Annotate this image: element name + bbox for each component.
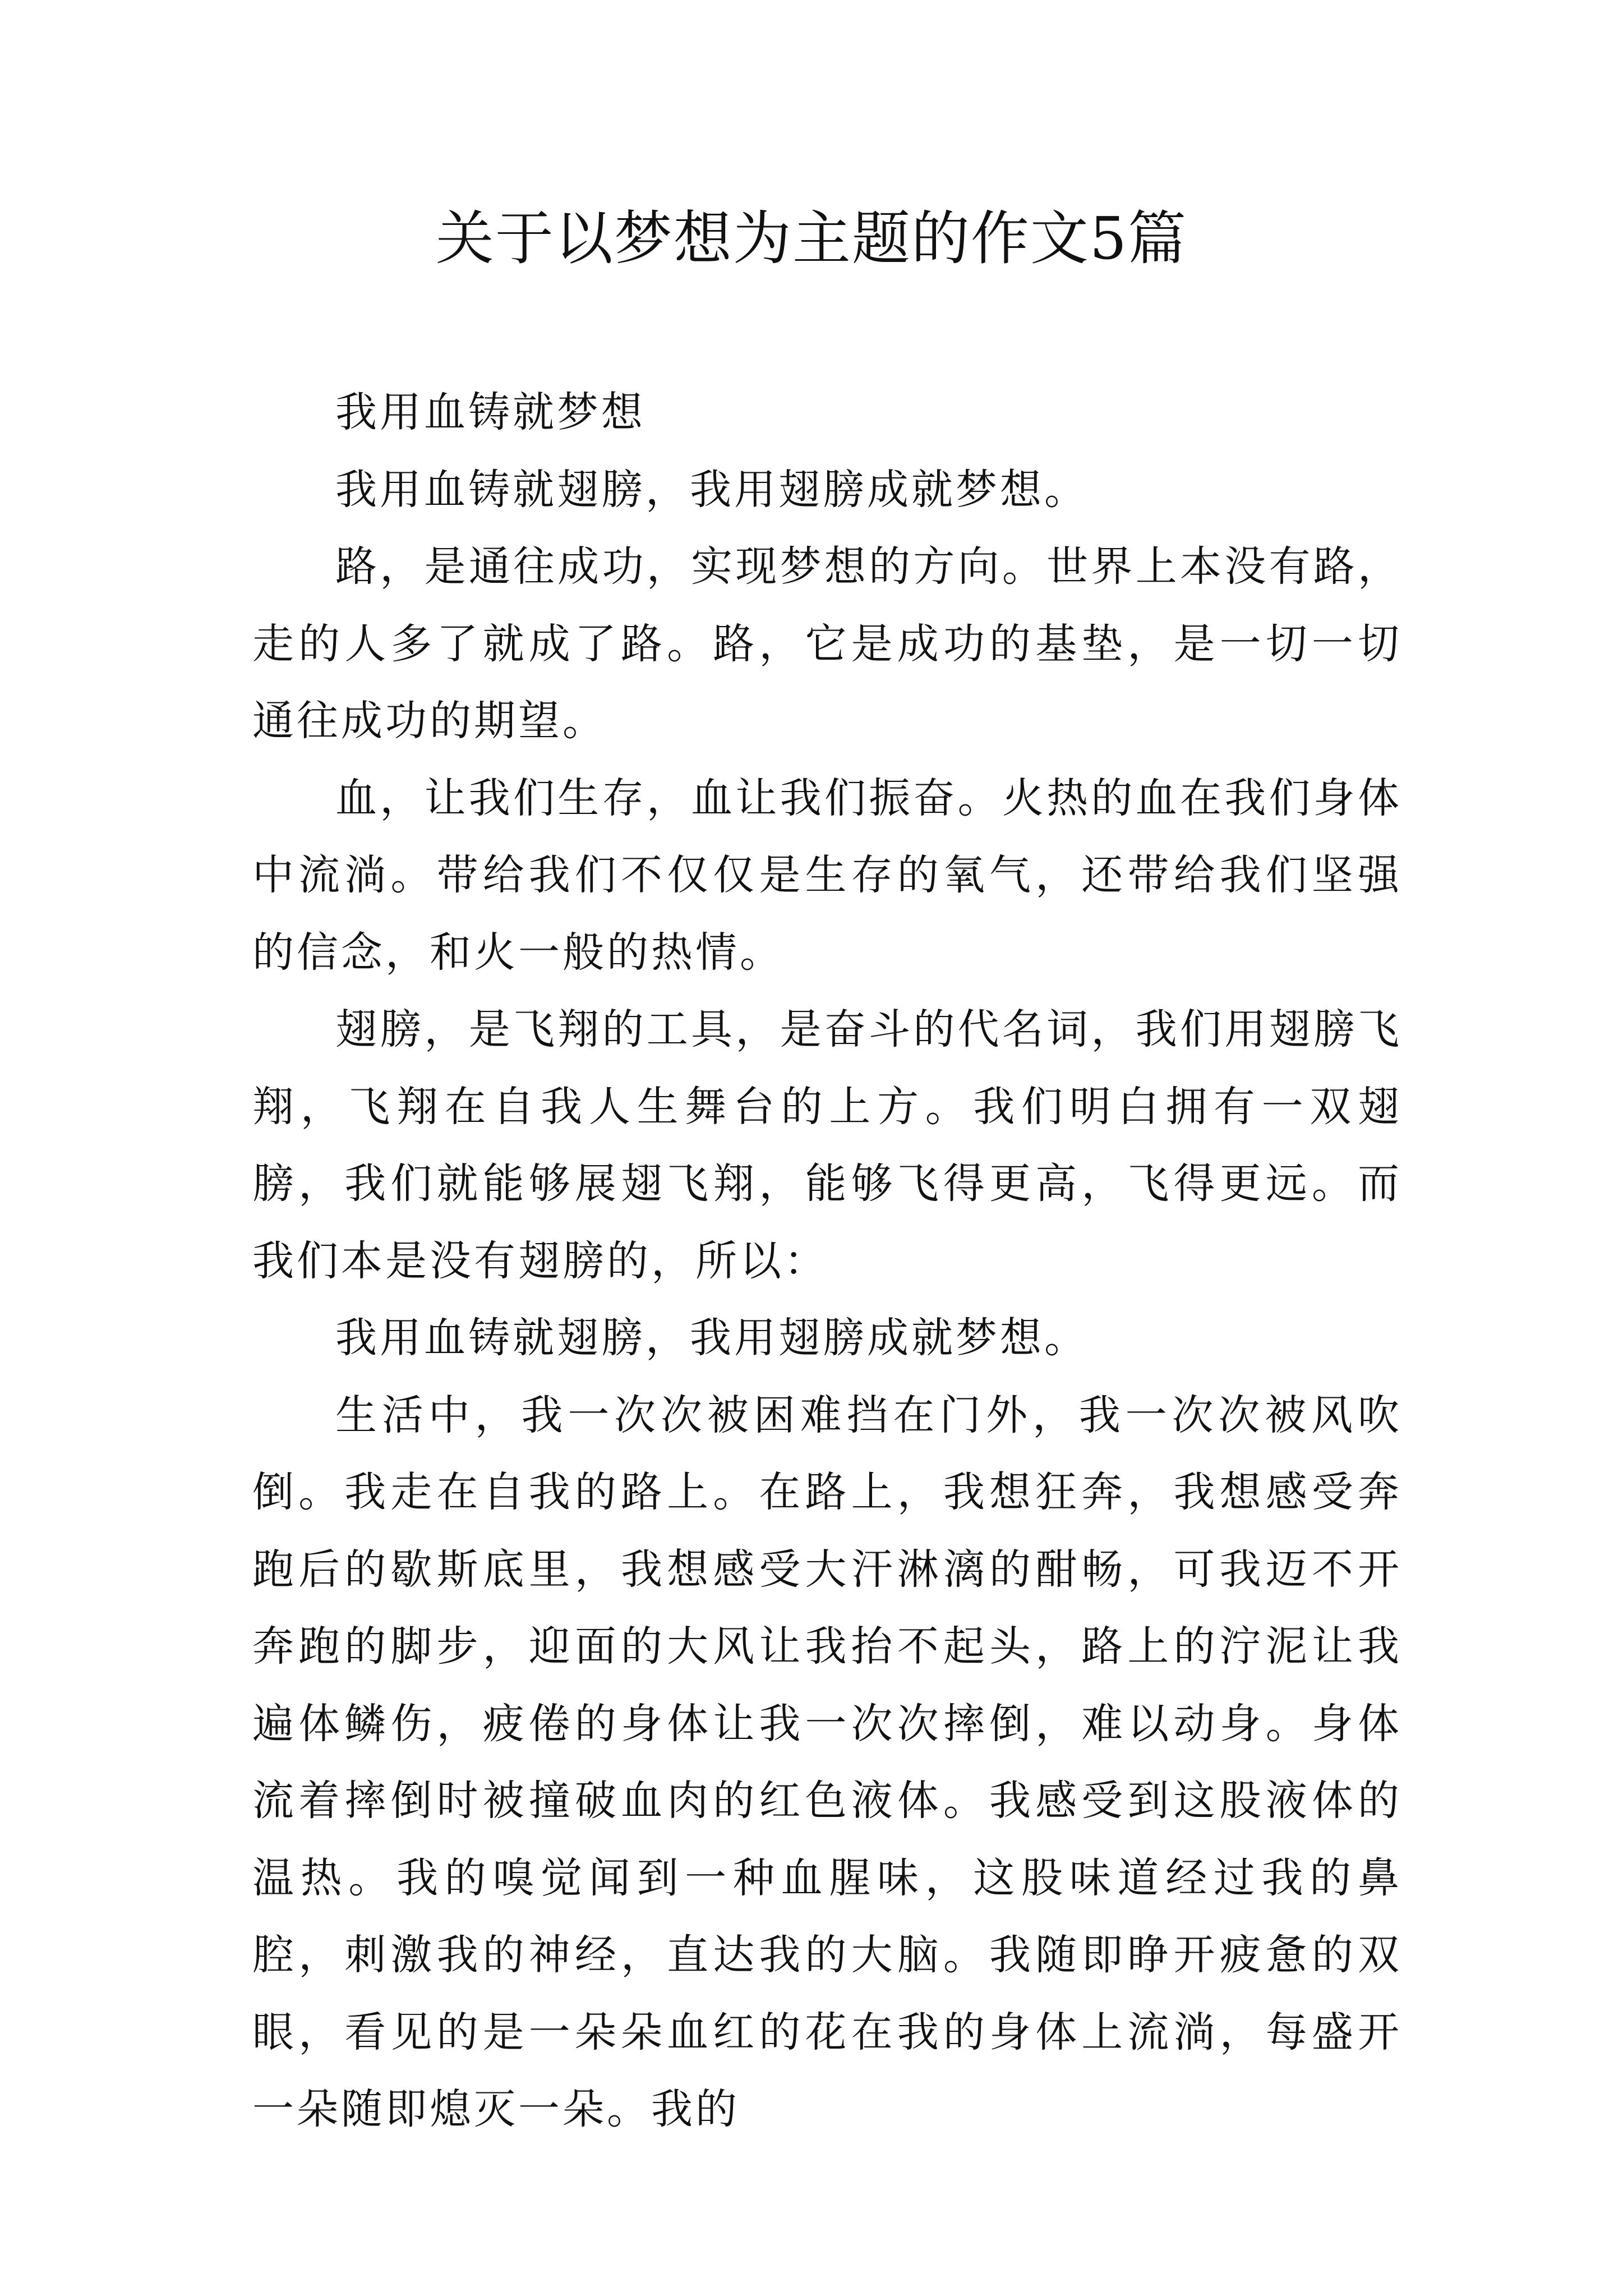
paragraph: 路，是通往成功，实现梦想的方向。世界上本没有路，走的人多了就成了路。路，它是成功的基垫，是一切一切通往成功的期望。 <box>252 542 1402 745</box>
paragraph: 我用血铸就翅膀，我用翅膀成就梦想。 <box>335 1314 1089 1362</box>
paragraph: 我用血铸就梦想 <box>335 388 645 436</box>
paragraph: 血，让我们生存，血让我们振奋。火热的血在我们身体中流淌。带给我们不仅仅是生存的氧气，还带给我们坚强的信念，和火一般的热情。 <box>252 774 1402 977</box>
paragraph: 我用血铸就翅膀，我用翅膀成就梦想。 <box>335 465 1089 514</box>
document-body <box>252 374 1402 2148</box>
document-title: 关于以梦想为主题的作文5篇 <box>435 204 1188 273</box>
paragraph: 生活中，我一次次被困难挡在门外，我一次次被风吹倒。我走在自我的路上。在路上，我想狂奔，我想感受奔跑后的歇斯底里，我想感受大汗淋漓的酣畅，可我迈不开奔跑的脚步，迎面的大风让我抬不起头，路上的泞泥让我遍体鳞伤，疲倦的身体让我一次次摔倒，难以动身。身体流着摔倒时被撞破血肉的红色液体。我感受到这股液体的温热。我的嗅觉闻到一种血腥味，这股味道经过我的鼻腔，刺激我的神经，直达我的大脑。我随即睁开疲惫的双眼，看见的是一朵朵血红的花在我的身体上流淌，每盛开一朵随即熄灭一朵。我的 <box>252 1391 1402 2133</box>
paragraph: 翅膀，是飞翔的工具，是奋斗的代名词，我们用翅膀飞翔，飞翔在自我人生舞台的上方。我们明白拥有一双翅膀，我们就能够展翅飞翔，能够飞得更高，飞得更远。而我们本是没有翅膀的，所以： <box>252 1005 1402 1285</box>
